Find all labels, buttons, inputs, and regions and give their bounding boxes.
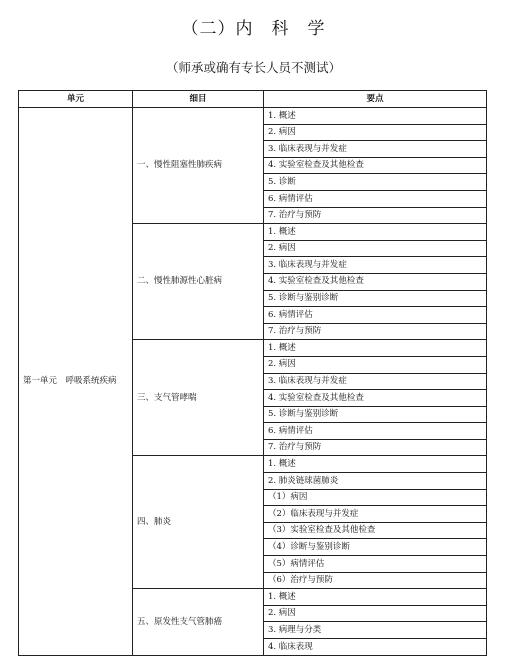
point-cell: 3. 病理与分类	[264, 622, 487, 639]
category-cell: 二、慢性肺源性心脏病	[133, 224, 264, 340]
point-cell: 7. 治疗与预防	[264, 207, 487, 224]
table-header-row	[19, 91, 487, 108]
syllabus-table	[18, 90, 487, 656]
point-cell: 4. 临床表现	[264, 639, 487, 656]
point-cell: （3）实验室检查及其他检查	[264, 522, 487, 539]
unit-cell: 第一单元 呼吸系统疾病	[19, 108, 133, 656]
header-category: 细目	[133, 91, 264, 108]
point-cell: 6. 病情评估	[264, 190, 487, 207]
point-cell: 2. 病因	[264, 356, 487, 373]
category-cell: 四、肺炎	[133, 456, 264, 589]
category-cell: 三、支气管哮喘	[133, 340, 264, 456]
point-cell: 2. 肺炎链球菌肺炎	[264, 473, 487, 490]
point-cell: 5. 诊断	[264, 174, 487, 191]
point-cell: 1. 概述	[264, 589, 487, 606]
point-cell: 2. 病因	[264, 124, 487, 141]
point-cell: 6. 病情评估	[264, 423, 487, 440]
point-cell: 1. 概述	[264, 224, 487, 241]
point-cell: （2）临床表现与并发症	[264, 506, 487, 523]
point-cell: 3. 临床表现与并发症	[264, 141, 487, 158]
point-cell: 1. 概述	[264, 108, 487, 125]
point-cell: （1）病因	[264, 489, 487, 506]
point-cell: 3. 临床表现与并发症	[264, 373, 487, 390]
point-cell: 2. 病因	[264, 240, 487, 257]
point-cell: 4. 实验室检查及其他检查	[264, 390, 487, 407]
point-cell: 7. 治疗与预防	[264, 323, 487, 340]
table-body	[19, 108, 487, 656]
section-title: （二）内 科 学	[181, 19, 326, 39]
category-cell: 一、慢性阻塞性肺疾病	[133, 108, 264, 224]
point-cell: 3. 临床表现与并发症	[264, 257, 487, 274]
point-cell: 7. 治疗与预防	[264, 439, 487, 456]
point-cell: 1. 概述	[264, 456, 487, 473]
point-cell: （5）病情评估	[264, 556, 487, 573]
category-cell: 五、原发性支气管肺癌	[133, 589, 264, 655]
point-cell: 4. 实验室检查及其他检查	[264, 273, 487, 290]
point-cell: 4. 实验室检查及其他检查	[264, 157, 487, 174]
point-cell: 5. 诊断与鉴别诊断	[264, 406, 487, 423]
point-cell: 2. 病因	[264, 605, 487, 622]
header-points: 要点	[264, 91, 487, 108]
point-cell: （4）诊断与鉴别诊断	[264, 539, 487, 556]
point-cell: （6）治疗与预防	[264, 572, 487, 589]
table-row	[19, 108, 487, 125]
point-cell: 5. 诊断与鉴别诊断	[264, 290, 487, 307]
point-cell: 1. 概述	[264, 340, 487, 357]
header-unit: 单元	[19, 91, 133, 108]
point-cell: 6. 病情评估	[264, 307, 487, 324]
section-subtitle: （师承或确有专长人员不测试）	[165, 60, 341, 75]
